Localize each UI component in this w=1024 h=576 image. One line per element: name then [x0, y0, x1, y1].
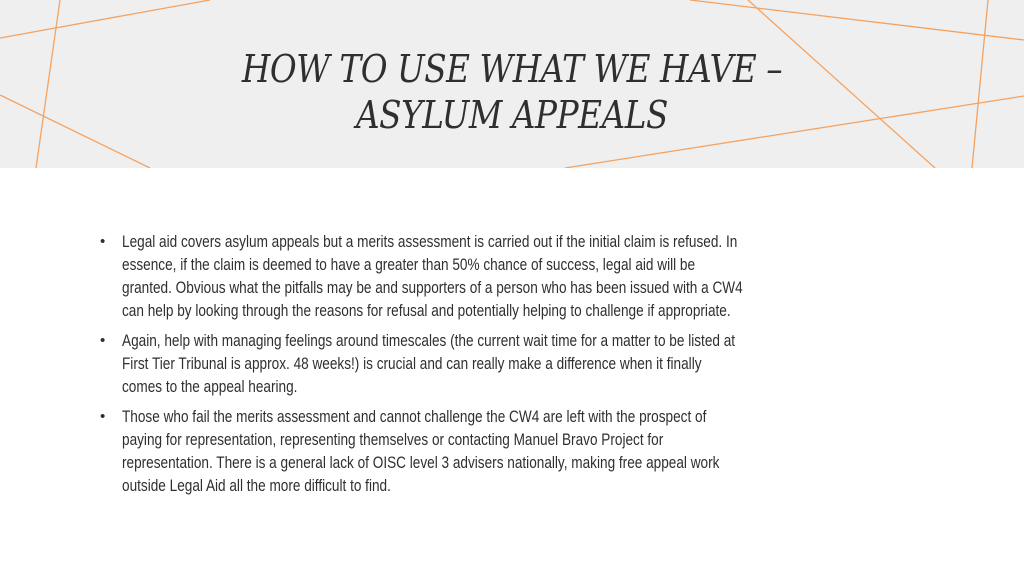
bullet-item-timescales — [100, 329, 930, 398]
bullet-text-line: can help by looking through the reasons for refusal and potentially helping to challenge if appropriate. — [122, 301, 731, 320]
slide-title — [168, 46, 856, 138]
bullet-item-merits-fail — [100, 405, 930, 497]
slide-title-line-1: HOW TO USE WHAT WE HAVE – — [241, 47, 783, 91]
bullet-text-line: First Tier Tribunal is approx. 48 weeks!) is crucial and can really make a difference when it finally — [122, 354, 702, 373]
decor-line — [0, 95, 150, 168]
bullet-text — [122, 230, 922, 322]
decor-line — [690, 0, 1024, 40]
decor-line — [36, 0, 60, 168]
bullet-text — [122, 329, 922, 398]
decor-line — [0, 0, 210, 38]
bullet-text-line: outside Legal Aid all the more difficult to find. — [122, 476, 391, 495]
bullet-text-line: Legal aid covers asylum appeals but a merits assessment is carried out if the initial claim is refused. In — [122, 232, 738, 251]
title-header-band — [0, 0, 1024, 168]
bullet-marker: • — [100, 233, 106, 250]
bullet-list — [100, 230, 930, 497]
bullet-text — [122, 405, 922, 497]
bullet-text-line: granted. Obvious what the pitfalls may be and supporters of a person who has been issued with a CW4 — [122, 278, 743, 297]
bullet-marker: • — [100, 332, 106, 349]
slide-content — [100, 230, 930, 504]
bullet-marker: • — [100, 408, 106, 425]
bullet-text-line: paying for representation, representing themselves or contacting Manuel Bravo Project for — [122, 430, 664, 449]
bullet-text-line: representation. There is a general lack of OISC level 3 advisers nationally, making free appeal work — [122, 453, 720, 472]
bullet-text-line: comes to the appeal hearing. — [122, 377, 298, 396]
bullet-text-line: Again, help with managing feelings around timescales (the current wait time for a matter to be listed at — [122, 331, 736, 350]
bullet-item-legal-aid — [100, 230, 930, 322]
bullet-text-line: Those who fail the merits assessment and cannot challenge the CW4 are left with the prospect of — [122, 407, 707, 426]
decor-line — [972, 0, 988, 168]
bullet-text-line: essence, if the claim is deemed to have a greater than 50% chance of success, legal aid will be — [122, 255, 696, 274]
slide-title-line-2: ASYLUM APPEALS — [356, 93, 668, 137]
